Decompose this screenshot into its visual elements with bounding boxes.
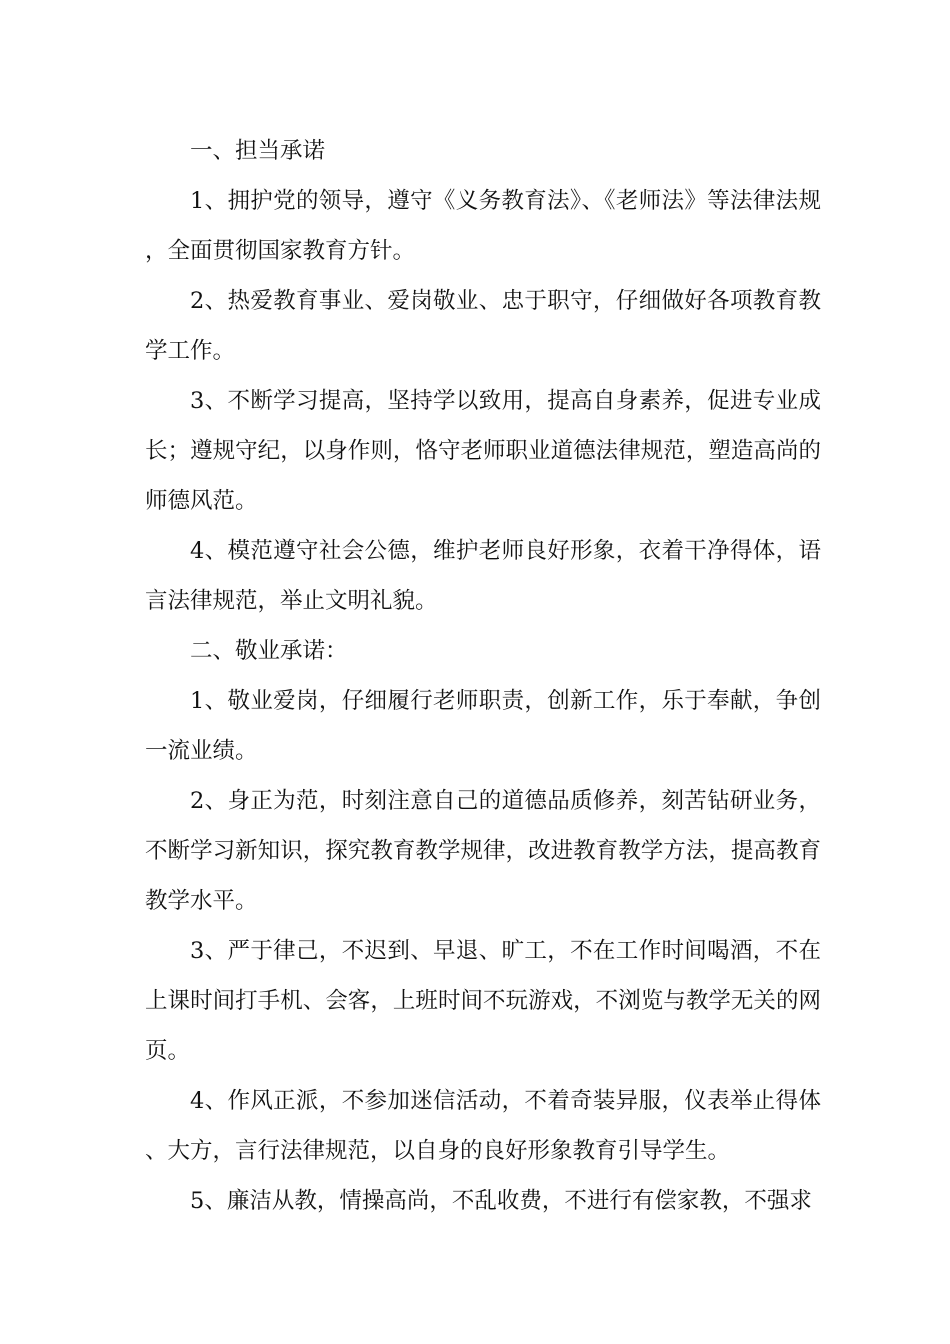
paragraph: 4、模范遵守社会公德，维护老师良好形象，衣着干净得体，语言法律规范，举止文明礼貌。 [145,538,821,614]
paragraph: 5、廉洁从教，情操高尚，不乱收费，不进行有偿家教，不强求 [190,1188,812,1214]
section-heading-dedication: 二、敬业承诺： [190,638,348,664]
document-body [145,126,821,1226]
paragraph: 1、敬业爱岗，仔细履行老师职责，创新工作，乐于奉献，争创一流业绩。 [145,688,821,764]
paragraph: 1、拥护党的领导，遵守《义务教育法》、《老师法》等法律法规，全面贯彻国家教育方针。 [145,188,821,264]
paragraph: 4、作风正派，不参加迷信活动，不着奇装异服，仪表举止得体、大方，言行法律规范，以自身的良好形象教育引导学生。 [145,1088,821,1164]
paragraph: 2、热爱教育事业、爱岗敬业、忠于职守，仔细做好各项教育教学工作。 [145,288,821,364]
section-heading-responsibility: 一、担当承诺 [190,138,326,164]
paragraph: 2、身正为范，时刻注意自己的道德品质修养，刻苦钻研业务，不断学习新知识，探究教育教学规律，改进教育教学方法，提高教育教学水平。 [145,788,821,914]
paragraph: 3、严于律己，不迟到、早退、旷工，不在工作时间喝酒，不在上课时间打手机、会客，上班时间不玩游戏，不浏览与教学无关的网页。 [145,938,821,1064]
paragraph: 3、不断学习提高，坚持学以致用，提高自身素养，促进专业成长；遵规守纪，以身作则，恪守老师职业道德法律规范，塑造高尚的师德风范。 [145,388,821,514]
